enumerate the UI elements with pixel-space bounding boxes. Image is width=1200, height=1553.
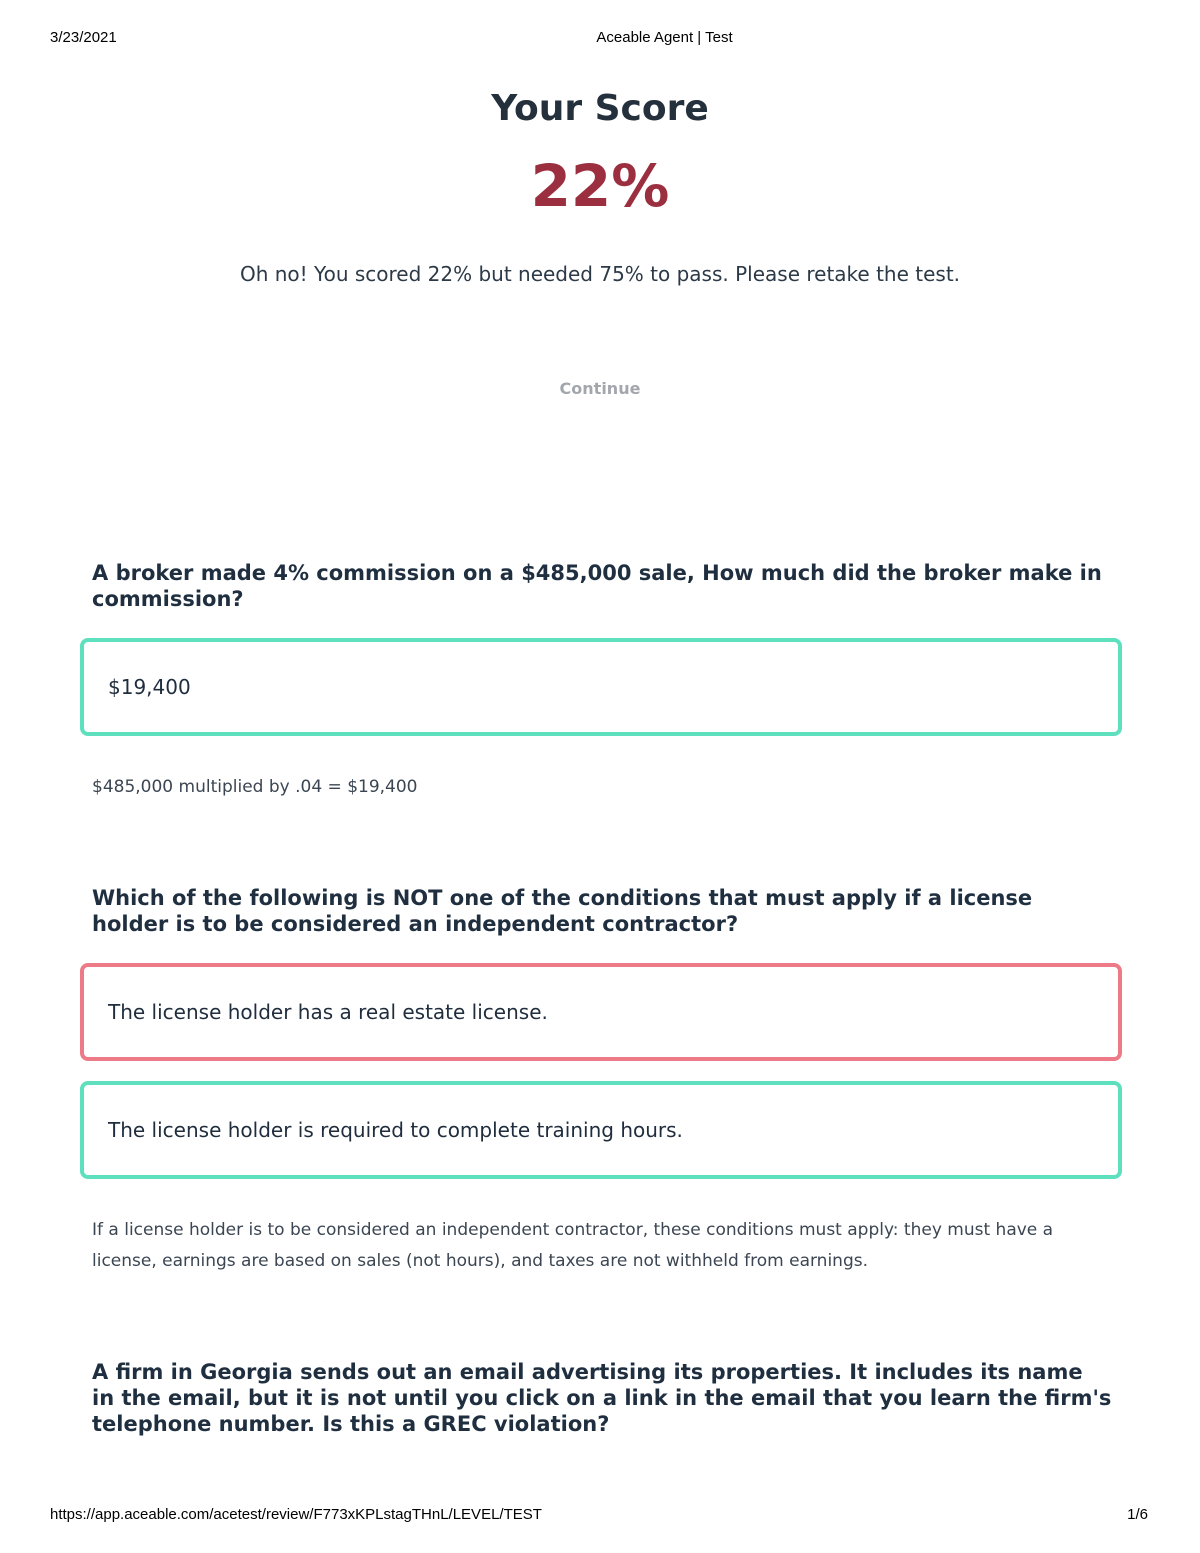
question-text: A broker made 4% commission on a $485,000 sale, How much did the broker make in commission? — [92, 561, 1102, 611]
print-page-title: Aceable Agent | Test — [596, 29, 733, 46]
question-text: Which of the following is NOT one of the conditions that must apply if a license holder is to be considered an independent contractor? — [92, 886, 1033, 936]
page-number: 1/6 — [1127, 1506, 1148, 1523]
answer-explanation: $485,000 multiplied by .04 = $19,400 — [92, 777, 418, 797]
answer-option-correct[interactable]: The license holder is required to complete training hours. — [80, 1081, 1122, 1179]
print-date: 3/23/2021 — [50, 29, 117, 46]
score-value: 22% — [530, 152, 670, 220]
score-message: Oh no! You scored 22% but needed 75% to pass. Please retake the test. — [239, 262, 961, 286]
continue-button[interactable]: Continue — [559, 379, 641, 398]
answer-explanation: If a license holder is to be considered an independent contractor, these conditions must apply: they must have a license, earnings are based on sales (not hours), and taxes are not withheld from earnings. — [92, 1220, 1054, 1271]
score-heading: Your Score — [491, 88, 709, 129]
print-url: https://app.aceable.com/acetest/review/F773xKPLstagTHnL/LEVEL/TEST — [50, 1506, 542, 1523]
question-text: A firm in Georgia sends out an email advertising its properties. It includes its name in the email, but it is not until you click on a link in the email that you learn the firm's telephone number. Is this a GREC violation? — [92, 1360, 1112, 1436]
answer-option-correct[interactable]: $19,400 — [80, 638, 1122, 736]
answer-option-incorrect[interactable]: The license holder has a real estate license. — [80, 963, 1122, 1061]
